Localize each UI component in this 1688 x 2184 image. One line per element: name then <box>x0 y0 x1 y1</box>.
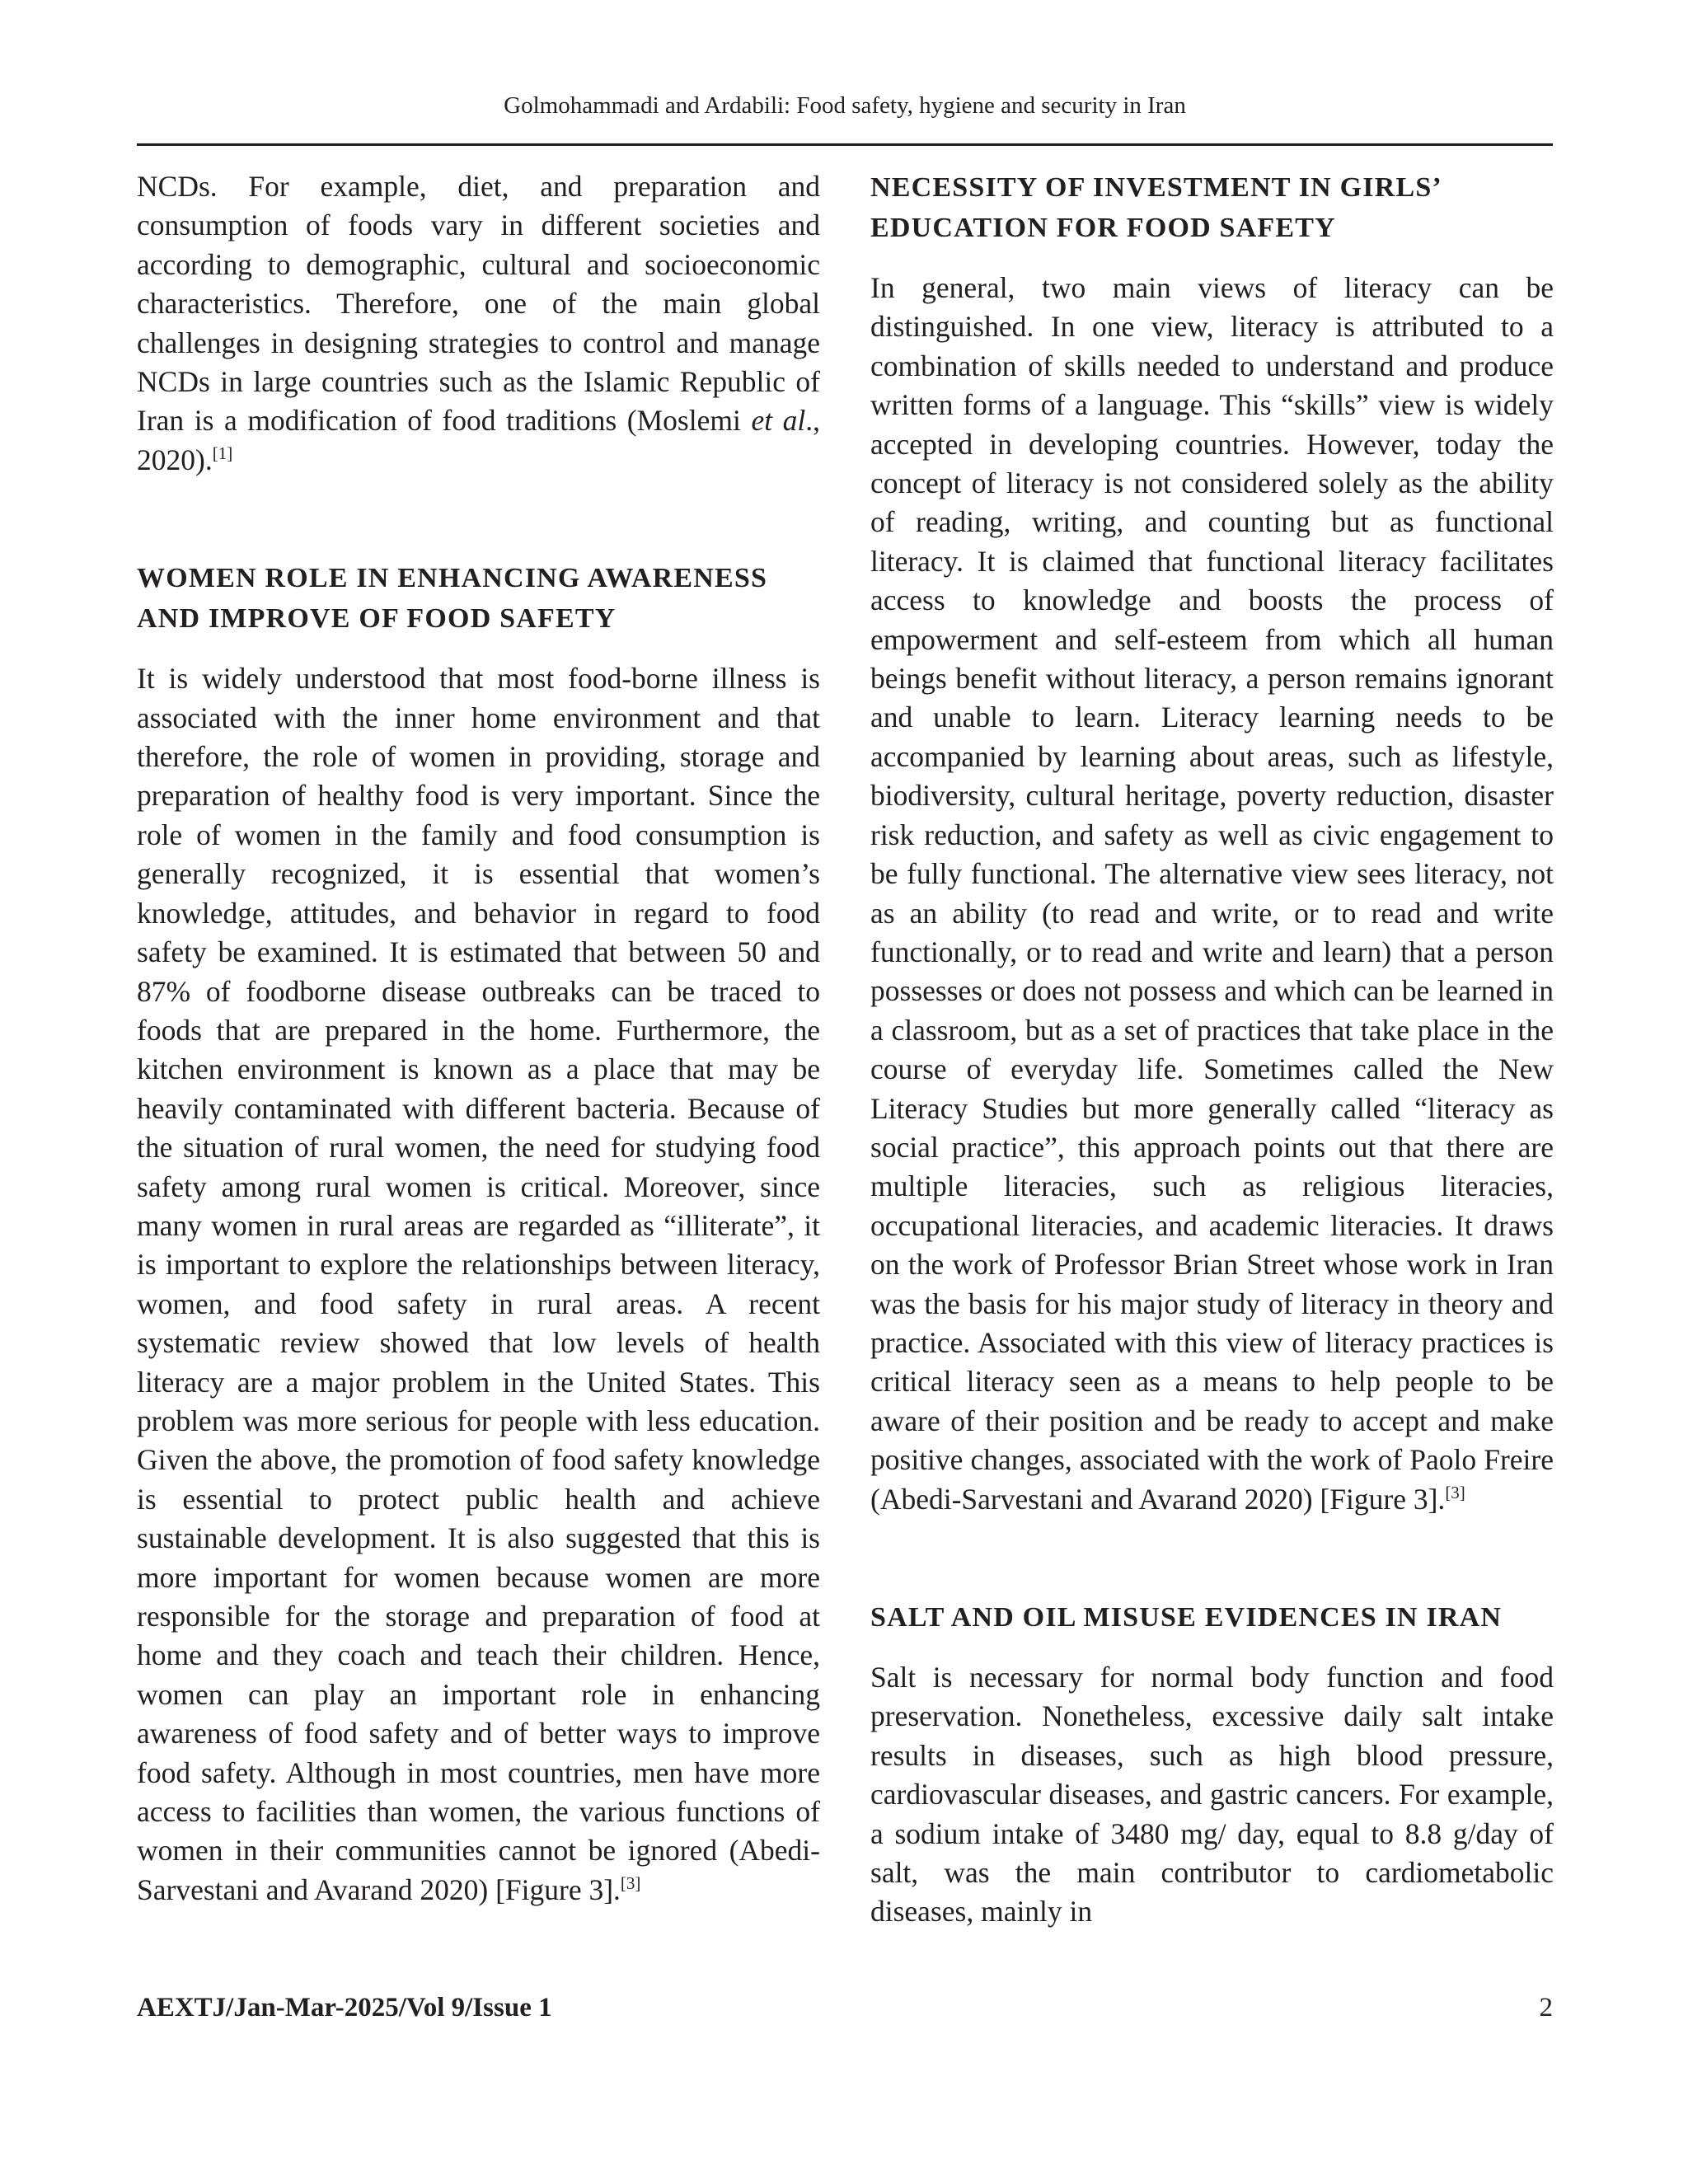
running-header: Golmohammadi and Ardabili: Food safety, hygiene and security in Iran <box>504 92 1186 119</box>
section-heading-girls-education: NECESSITY OF INVESTMENT IN GIRLS’ EDUCATION FOR FOOD SAFETY <box>870 172 1441 243</box>
women-role-text: It is widely understood that most food-borne illness is associated with the inner home environment and that therefore, the role of women in providing, storage and preparation of healthy food is very important. Since the role of women in the family and food consumption is generally recognized, it is essential that women’s knowledge, attitudes, and behavior in regard to food safety be examined. It is estimated that between 50 and 87% of foodborne disease outbreaks can be traced to foods that are prepared in the home. Furthermore, the kitchen environment is known as a place that may be heavily contaminated with different bacteria. Because of the situation of rural women, the need for studying food safety among rural women is critical. Moreover, since many women in rural areas are regarded as “illiterate”, it is important to explore the relationships between literacy, women, and food safety in rural areas. A recent systematic review showed that low levels of health literacy are a major problem in the United States. This problem was more serious for people with less education. Given the above, the promotion of food safety knowledge is essential to protect public health and achieve sustainable development. It is also suggested that this is more important for women because women are more responsible for the storage and preparation of food at home and they coach and teach their children. Hence, women can play an important role in enhancing awareness of food safety and of better ways to improve food safety. Although in most countries, men have more access to facilities than women, the various functions of women in their communities cannot be ignored (Abedi-Sarvestani and Avarand 2020) [Figure 3]. <box>137 662 820 1906</box>
citation-ref: [3] <box>620 1873 641 1894</box>
salt-oil-paragraph: Salt is necessary for normal body function and food preservation. Nonetheless, excessive daily salt intake results in diseases, such as high blood pressure, cardiovascular diseases, and gastric cancers. For example, a sodium intake of 3480 mg/ day, equal to 8.8 g/day of salt, was the main contributor to cardiometabolic diseases, mainly in <box>870 1661 1554 1929</box>
section-heading-women-role: WOMEN ROLE IN ENHANCING AWARENESS AND IMPROVE OF FOOD SAFETY <box>137 563 768 635</box>
right-column <box>870 167 1554 1932</box>
women-role-paragraph <box>137 659 820 1910</box>
intro-paragraph <box>137 167 820 480</box>
girls-education-paragraph <box>870 269 1554 1519</box>
citation-ref: [3] <box>1445 1482 1465 1502</box>
citation-ref: [1] <box>212 443 233 464</box>
section-heading-salt-oil: SALT AND OIL MISUSE EVIDENCES IN IRAN <box>870 1602 1503 1633</box>
intro-italic: et al <box>751 404 806 438</box>
footer-journal-issue: AEXTJ/Jan-Mar-2025/Vol 9/Issue 1 <box>137 1993 552 2022</box>
intro-tail: ., 2020). <box>137 404 821 476</box>
header-divider <box>137 143 1553 146</box>
intro-text: NCDs. For example, diet, and preparation and consumption of foods vary in different societies and according to demographic, cultural and socioeconomic characteristics. Therefore, one of the main global challenges in designing strategies to control and manage NCDs in large countries such as the Islamic Republic of Iran is a modification of food traditions (Moslemi <box>137 170 820 438</box>
footer-page-number: 2 <box>1539 1993 1553 2022</box>
girls-education-text: In general, two main views of literacy can be distinguished. In one view, literacy is attributed to a combination of skills needed to understand and produce written forms of a language. This “skills” view is widely accepted in developing countries. However, today the concept of literacy is not considered solely as the ability of reading, writing, and counting but as functional literacy. It is claimed that functional literacy facilitates access to knowledge and boosts the process of empowerment and self-esteem from which all human beings benefit without literacy, a person remains ignorant and unable to learn. Literacy learning needs to be accompanied by learning about areas, such as lifestyle, biodiversity, cultural heritage, poverty reduction, disaster risk reduction, and safety as well as civic engagement to be fully functional. The alternative view sees literacy, not as an ability (to read and write, or to read and write functionally, or to read and write and learn) that a person possesses or does not possess and which can be learned in a classroom, but as a set of practices that take place in the course of everyday life. Sometimes called the New Literacy Studies but more generally called “literacy as social practice”, this approach points out that there are multiple literacies, such as religious literacies, occupational literacies, and academic literacies. It draws on the work of Professor Brian Street whose work in Iran was the basis for his major study of literacy in theory and practice. Associated with this view of literacy practices is critical literacy seen as a means to help people to be aware of their position and be ready to accept and make positive changes, associated with the work of Paolo Freire (Abedi-Sarvestani and Avarand 2020) [Figure 3]. <box>870 271 1554 1516</box>
left-column <box>137 167 820 1910</box>
